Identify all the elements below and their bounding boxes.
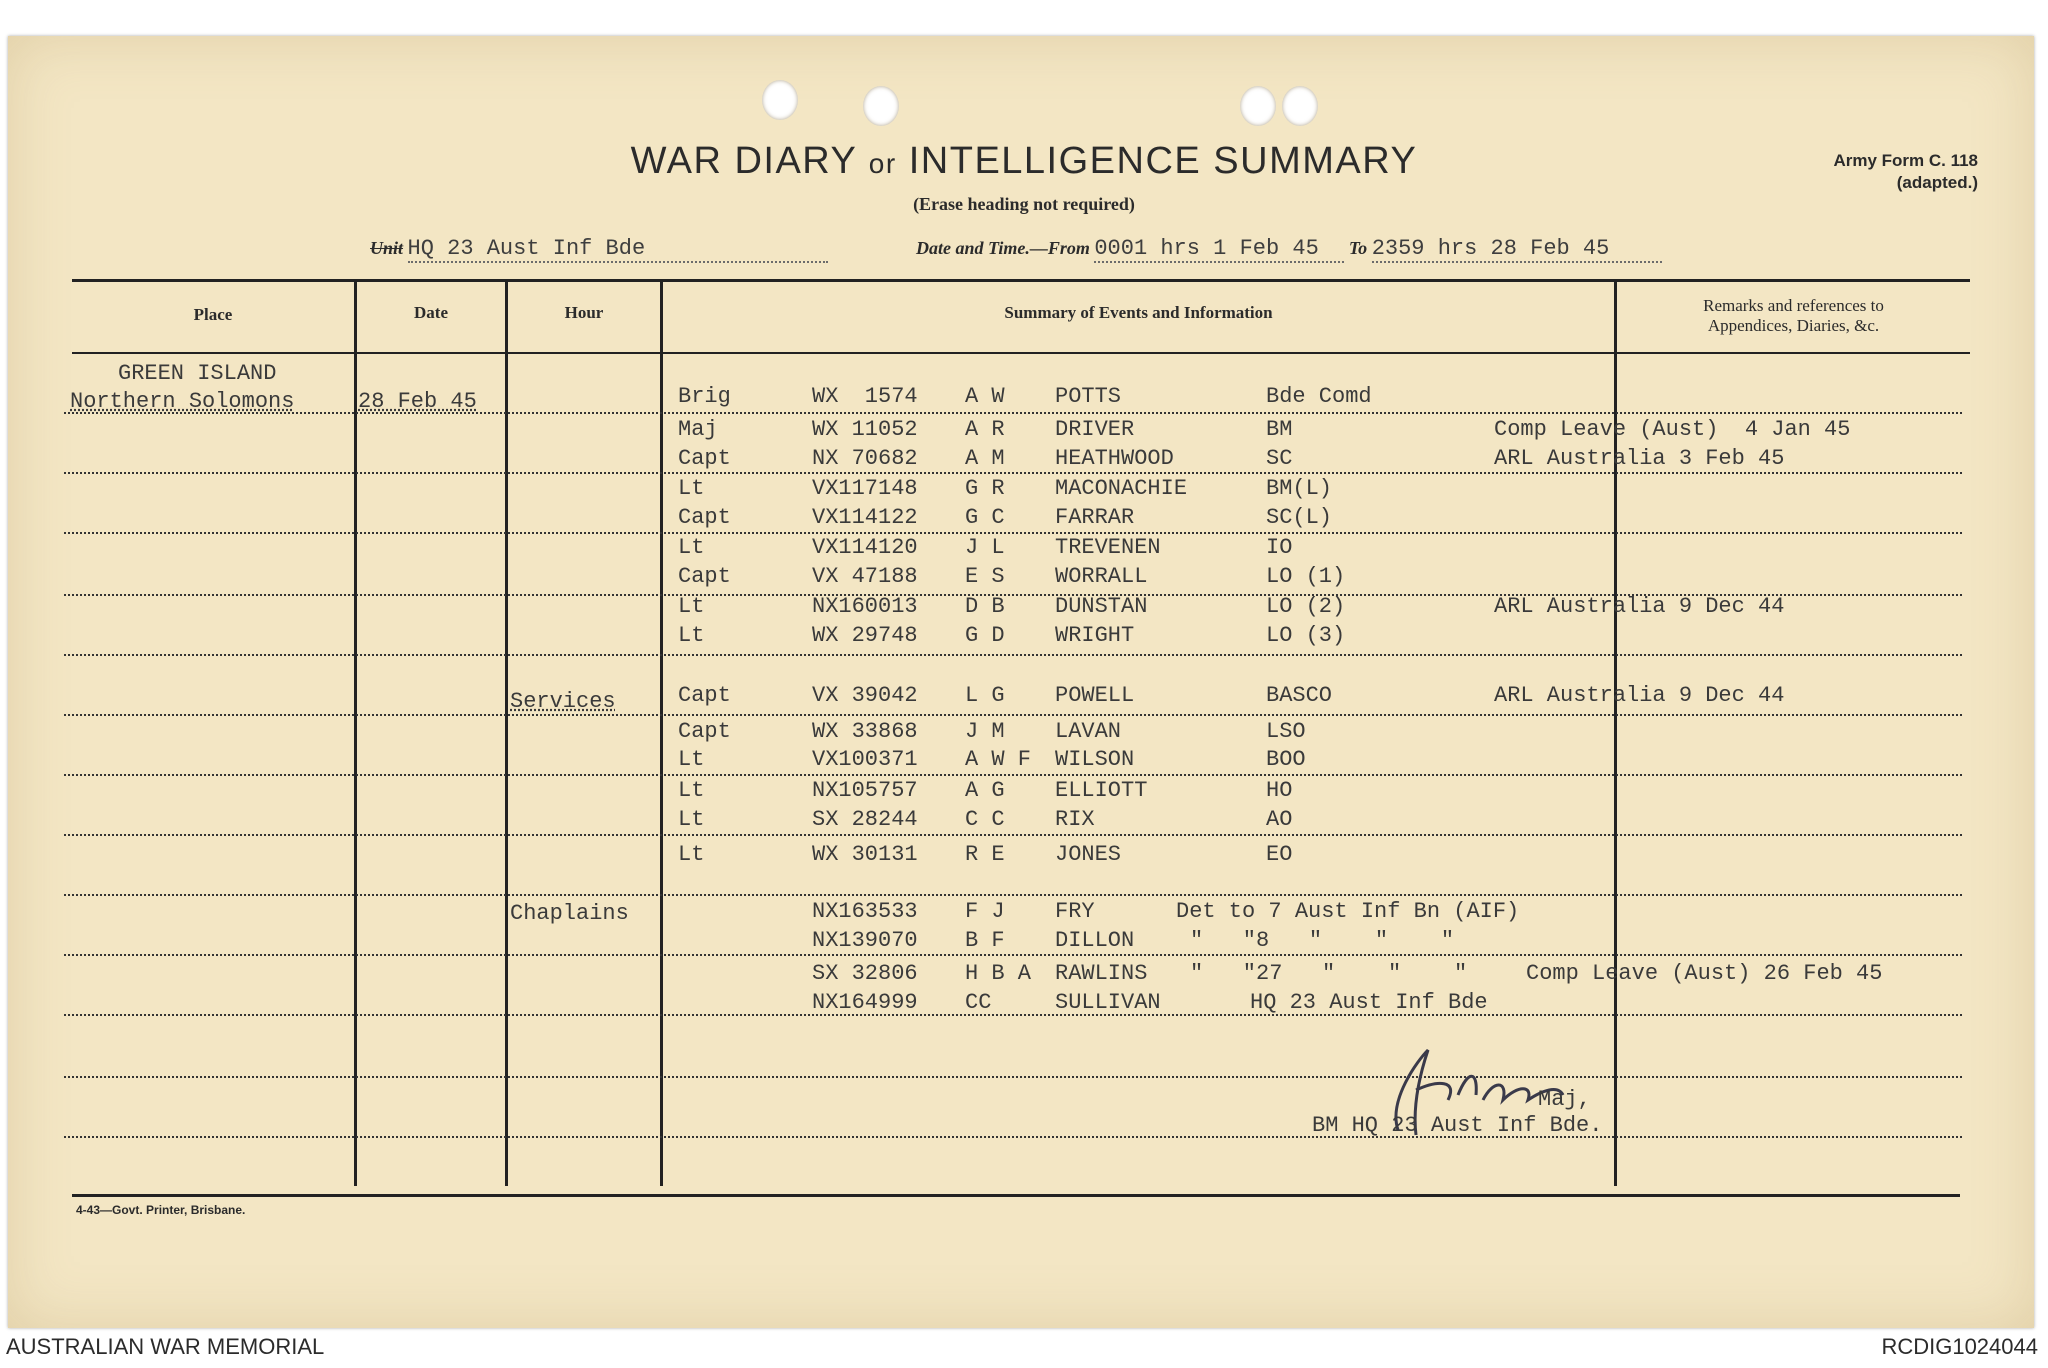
row-number: WX 33868 — [812, 719, 918, 744]
row-name: JONES — [1055, 842, 1122, 867]
date-line — [916, 236, 1662, 263]
archive-reference: RCDIG1024044 — [1881, 1334, 2038, 1359]
header-place: Place — [193, 305, 233, 324]
row-remark: ARL Australia 9 Dec 44 — [1494, 683, 1785, 708]
chaplain-number: SX 32806 — [812, 961, 918, 986]
row-rank: Lt — [678, 535, 705, 560]
row-name: ELLIOTT — [1055, 778, 1148, 803]
row-role: IO — [1266, 535, 1293, 560]
column-divider-hour — [660, 282, 663, 1186]
row-remark: ARL Australia 9 Dec 44 — [1494, 594, 1785, 619]
date-to-label: To — [1348, 238, 1368, 258]
section-services: Services — [510, 689, 616, 714]
header-date: Date — [414, 303, 448, 322]
row-role: LSO — [1266, 719, 1306, 744]
form-sheet — [8, 36, 2034, 1328]
form-number: Army Form C. 118 — [1833, 151, 1978, 170]
row-rank: Capt — [678, 719, 731, 744]
row-rank: Lt — [678, 623, 705, 648]
punch-hole — [1240, 86, 1276, 126]
row-remark: Comp Leave (Aust) 4 Jan 45 — [1494, 417, 1851, 442]
row-role: BOO — [1266, 747, 1306, 772]
printer-imprint: 4-43—Govt. Printer, Brisbane. — [76, 1203, 246, 1217]
row-init: G C — [965, 505, 1005, 530]
row-number: VX114122 — [812, 505, 918, 530]
row-role: SC — [1266, 446, 1293, 471]
row-init: A M — [965, 446, 1005, 471]
unit-line — [370, 236, 828, 263]
chaplain-name: DILLON — [1055, 928, 1135, 953]
row-init: J M — [965, 719, 1005, 744]
row-name: WILSON — [1055, 747, 1135, 772]
title-part1: WAR DIARY — [630, 140, 857, 182]
title-part2: INTELLIGENCE SUMMARY — [908, 140, 1418, 182]
row-rule — [64, 472, 1962, 474]
row-number: WX 30131 — [812, 842, 918, 867]
row-init: D B — [965, 594, 1005, 619]
header-remarks-line1: Remarks and references to — [1703, 296, 1884, 315]
row-init: A G — [965, 778, 1005, 803]
chaplain-number: NX163533 — [812, 899, 918, 924]
row-init: A R — [965, 417, 1005, 442]
row-init: A W F — [965, 747, 1032, 772]
row-rank: Lt — [678, 747, 705, 772]
header-summary: Summary of Events and Information — [1004, 303, 1273, 322]
row-number: NX 70682 — [812, 446, 918, 471]
entry-date: 28 Feb 45 — [358, 389, 477, 414]
row-name: LAVAN — [1055, 719, 1122, 744]
row-number: NX160013 — [812, 594, 918, 619]
row-number: SX 28244 — [812, 807, 918, 832]
row-rank: Capt — [678, 564, 731, 589]
row-role: AO — [1266, 807, 1293, 832]
row-remark: ARL Australia 3 Feb 45 — [1494, 446, 1785, 471]
row-init: G D — [965, 623, 1005, 648]
chaplain-init: B F — [965, 928, 1005, 953]
row-name: HEATHWOOD — [1055, 446, 1174, 471]
row-name: FARRAR — [1055, 505, 1135, 530]
row-number: NX105757 — [812, 778, 918, 803]
chaplain-detail: Det to 7 Aust Inf Bn (AIF) — [1176, 899, 1520, 924]
row-rank: Capt — [678, 446, 731, 471]
row-rule — [64, 774, 1962, 776]
row-rule — [64, 1076, 1962, 1078]
chaplain-detail: " "27 " " " — [1190, 961, 1468, 986]
row-name: WORRALL — [1055, 564, 1148, 589]
chaplain-number: NX139070 — [812, 928, 918, 953]
date-to: 2359 hrs 28 Feb 45 — [1372, 236, 1662, 263]
archive-credit: AUSTRALIAN WAR MEMORIAL — [6, 1334, 325, 1359]
row-role: Bde Comd — [1266, 384, 1372, 409]
chaplain-init: CC — [965, 990, 992, 1015]
row-init: A W — [965, 384, 1005, 409]
row-number: WX 11052 — [812, 417, 918, 442]
unit-label: Unit — [370, 238, 404, 258]
row-name: TREVENEN — [1055, 535, 1161, 560]
row-number: WX 29748 — [812, 623, 918, 648]
row-role: HO — [1266, 778, 1293, 803]
row-rank: Lt — [678, 476, 705, 501]
chaplain-init: H B A — [965, 961, 1032, 986]
row-role: BASCO — [1266, 683, 1333, 708]
row-init: R E — [965, 842, 1005, 867]
row-name: MACONACHIE — [1055, 476, 1188, 501]
row-role: LO (1) — [1266, 564, 1346, 589]
chaplain-number: NX164999 — [812, 990, 918, 1015]
row-number: VX 47188 — [812, 564, 918, 589]
signature-appointment: BM HQ 23 Aust Inf Bde. — [1312, 1113, 1603, 1138]
row-number: VX100371 — [812, 747, 918, 772]
row-rank: Maj — [678, 417, 718, 442]
row-init: C C — [965, 807, 1005, 832]
date-label: Date and Time.—From — [916, 238, 1090, 258]
row-role: BM(L) — [1266, 476, 1333, 501]
row-name: DRIVER — [1055, 417, 1135, 442]
unit-value: HQ 23 Aust Inf Bde — [408, 236, 828, 263]
column-divider-place — [354, 282, 357, 1186]
row-number: VX114120 — [812, 535, 918, 560]
row-rule — [64, 894, 1962, 896]
row-rank: Lt — [678, 842, 705, 867]
row-number: WX 1574 — [812, 384, 918, 409]
chaplain-name: RAWLINS — [1055, 961, 1148, 986]
punch-hole — [863, 86, 899, 126]
page-subtitle: (Erase heading not required) — [913, 194, 1135, 214]
row-rule — [64, 412, 1962, 414]
row-rule — [64, 1014, 1962, 1016]
row-rank: Capt — [678, 505, 731, 530]
header-remarks — [1617, 296, 1970, 336]
row-role: LO (2) — [1266, 594, 1346, 619]
header-hour: Hour — [564, 303, 604, 322]
chaplain-remark: Comp Leave (Aust) 26 Feb 45 — [1526, 961, 1883, 986]
signature-rank: Maj, — [1538, 1087, 1591, 1112]
row-rank: Lt — [678, 594, 705, 619]
row-number: VX117148 — [812, 476, 918, 501]
row-rule — [64, 532, 1962, 534]
row-rule — [64, 1136, 1962, 1138]
row-role: EO — [1266, 842, 1293, 867]
row-name: POWELL — [1055, 683, 1135, 708]
row-name: DUNSTAN — [1055, 594, 1148, 619]
column-divider-date — [505, 282, 508, 1186]
chaplain-init: F J — [965, 899, 1005, 924]
section-chaplains: Chaplains — [510, 901, 629, 926]
row-rule — [64, 714, 1962, 716]
chaplain-name: FRY — [1055, 899, 1095, 924]
table-bottom-border — [72, 1194, 1960, 1197]
punch-hole — [762, 80, 798, 120]
punch-hole — [1282, 86, 1318, 126]
form-identifier — [1718, 150, 1978, 194]
place-line2: Northern Solomons — [70, 389, 295, 414]
form-adapted: (adapted.) — [1896, 173, 1978, 192]
chaplain-name: SULLIVAN — [1055, 990, 1161, 1015]
row-rank: Brig — [678, 384, 731, 409]
row-role: BM — [1266, 417, 1293, 442]
title-or: or — [868, 148, 897, 179]
row-init: J L — [965, 535, 1005, 560]
row-init: L G — [965, 683, 1005, 708]
row-role: LO (3) — [1266, 623, 1346, 648]
row-init: E S — [965, 564, 1005, 589]
row-rank: Capt — [678, 683, 731, 708]
row-rank: Lt — [678, 778, 705, 803]
row-init: G R — [965, 476, 1005, 501]
chaplain-detail: HQ 23 Aust Inf Bde — [1250, 990, 1488, 1015]
row-rule — [64, 654, 1962, 656]
date-from: 0001 hrs 1 Feb 45 — [1094, 236, 1344, 263]
row-name: RIX — [1055, 807, 1095, 832]
row-number: VX 39042 — [812, 683, 918, 708]
row-role: SC(L) — [1266, 505, 1333, 530]
row-rank: Lt — [678, 807, 705, 832]
row-name: POTTS — [1055, 384, 1122, 409]
row-rule — [64, 954, 1962, 956]
header-remarks-line2: Appendices, Diaries, &c. — [1707, 316, 1880, 335]
chaplain-detail: " "8 " " " — [1190, 928, 1455, 953]
place-line1: GREEN ISLAND — [118, 361, 277, 386]
row-name: WRIGHT — [1055, 623, 1135, 648]
row-rule — [64, 834, 1962, 836]
